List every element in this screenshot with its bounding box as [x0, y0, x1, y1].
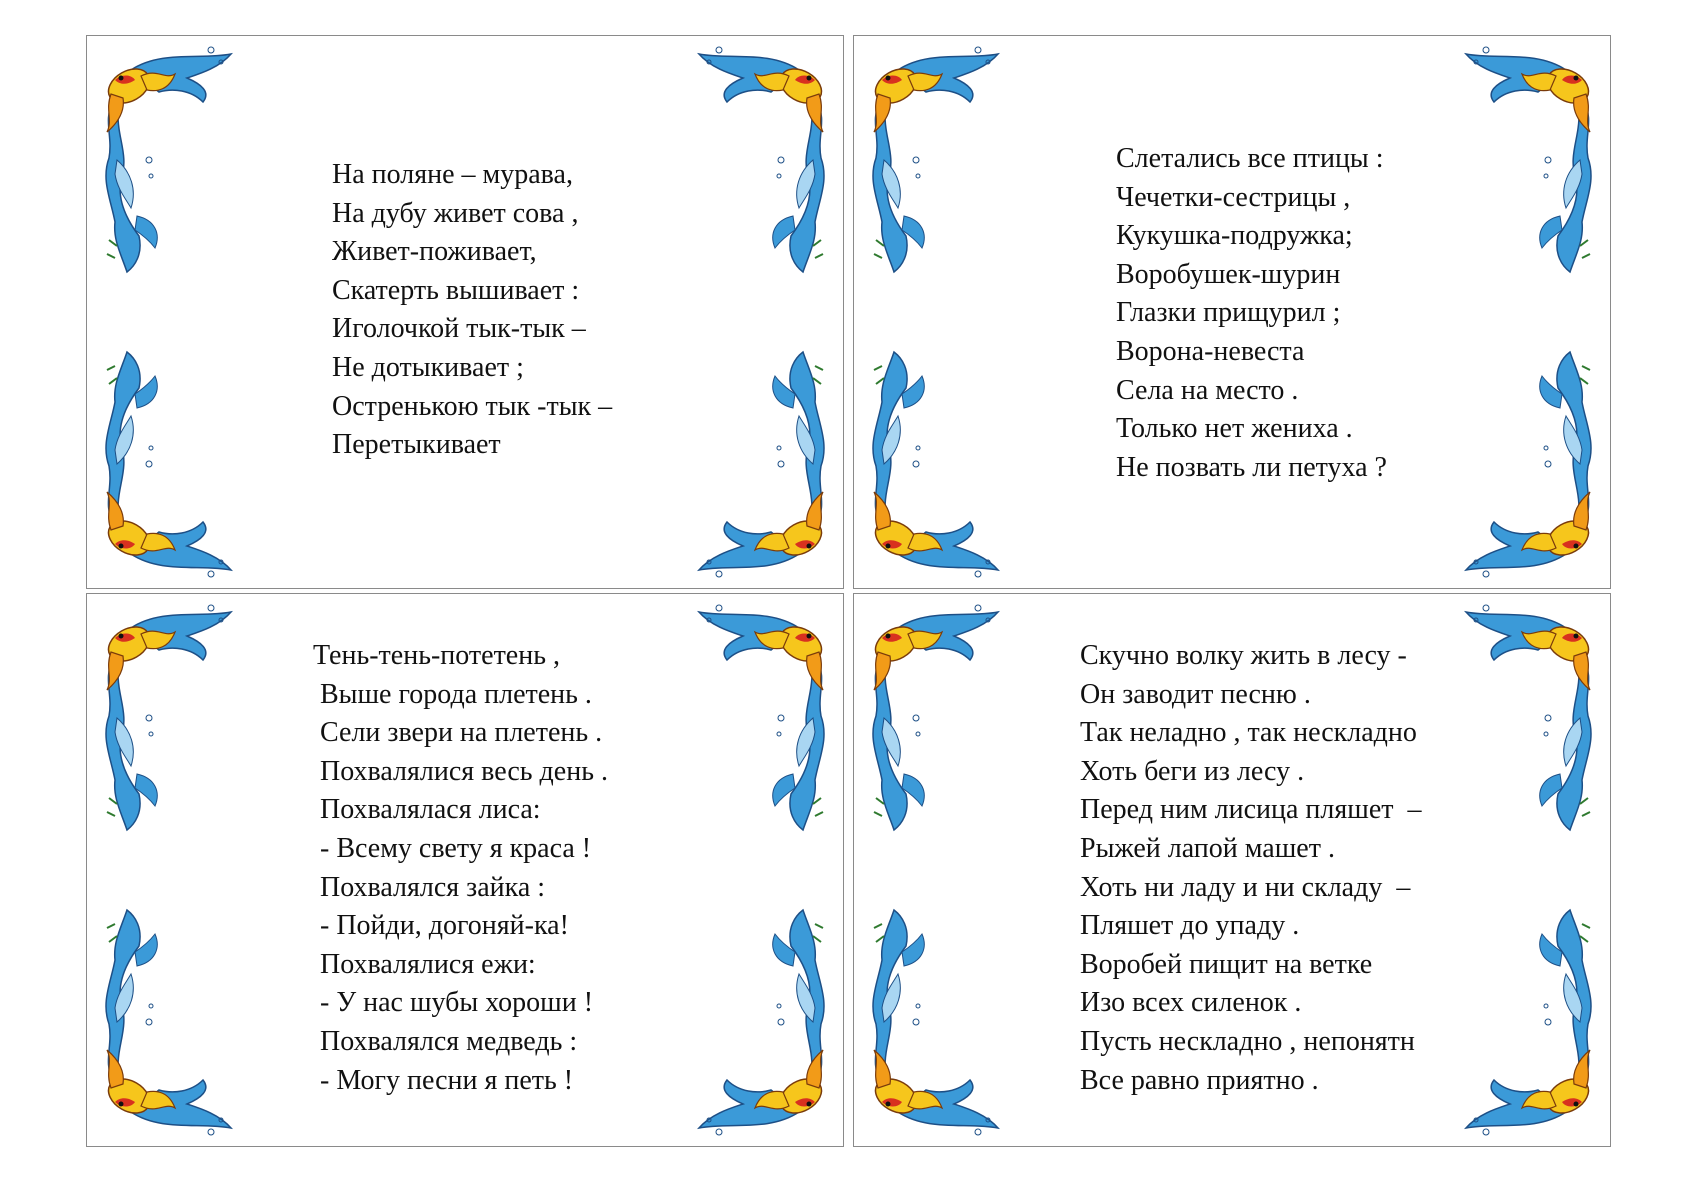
poem-line: Только нет жениха . [1116, 413, 1353, 445]
poem-line: Похвалялися ежи: [313, 948, 536, 980]
fish-and-wave-corner-icon [1454, 40, 1606, 275]
poem-line: Похвалялися весь день . [313, 755, 608, 787]
fish-and-wave-corner-icon [687, 40, 839, 275]
poem-line: Скучно волку жить в лесу - [1080, 640, 1407, 671]
poem-line: Пляшет до упаду . [1080, 910, 1300, 942]
poem-line: Живет-поживает, [332, 236, 537, 268]
poem-line: На дубу живет сова , [332, 197, 579, 229]
poem-text [313, 637, 608, 1100]
poem-line: Хоть ни ладу и ни складу – [1080, 871, 1411, 903]
poem-text [332, 156, 612, 465]
poem-line: Кукушка-подружка; [1116, 220, 1353, 252]
poem-line: Похвалялася лиса: [313, 794, 541, 826]
fish-and-wave-corner-icon [1454, 349, 1606, 584]
poem-line: Глазки прищурил ; [1116, 297, 1341, 329]
poem-line: Воробей пищит на ветке [1080, 948, 1373, 980]
poem-line: Похвалялся зайка : [313, 871, 546, 903]
poem-line: Не позвать ли петуха ? [1116, 451, 1387, 483]
poem-line: Хоть беги из лесу . [1080, 755, 1305, 787]
fish-and-wave-corner-icon [91, 907, 243, 1142]
fish-and-wave-corner-icon [1454, 907, 1606, 1142]
poem-line: Все равно приятно . [1080, 1064, 1319, 1096]
poem-line: Слетались все птицы : [1116, 143, 1384, 174]
fish-and-wave-corner-icon [91, 598, 243, 833]
poem-line: Села на место . [1116, 374, 1299, 406]
poem-line: На поляне – мурава, [332, 159, 573, 190]
fish-and-wave-corner-icon [91, 40, 243, 275]
poem-line: Ворона-невеста [1116, 335, 1305, 367]
poem-line: Тень-тень-потетень , [313, 640, 560, 671]
poem-line: Похвалялся медведь : [313, 1025, 578, 1057]
poem-card [853, 35, 1611, 589]
poem-line: Рыжей лапой машет . [1080, 832, 1335, 864]
poem-text [1116, 140, 1387, 487]
poem-line: Он заводит песню . [1080, 678, 1311, 710]
poem-line: Иголочкой тык-тык – [332, 313, 586, 345]
poem-card [86, 593, 844, 1147]
poem-line: - Пойди, догоняй-ка! [313, 910, 569, 942]
fish-and-wave-corner-icon [91, 349, 243, 584]
poem-line: Чечетки-сестрицы , [1116, 181, 1351, 213]
poem-card [853, 593, 1611, 1147]
fish-and-wave-corner-icon [1454, 598, 1606, 833]
poem-line: Скатерть вышивает : [332, 274, 580, 306]
poem-line: Изо всех силенок . [1080, 987, 1302, 1019]
fish-and-wave-corner-icon [687, 907, 839, 1142]
poem-line: - У нас шубы хороши ! [313, 987, 594, 1019]
poem-line: Сели звери на плетень . [313, 717, 603, 749]
fish-and-wave-corner-icon [687, 598, 839, 833]
poem-line: Выше города плетень . [313, 678, 592, 710]
poem-line: Воробушек-шурин [1116, 258, 1341, 290]
poem-line: Пусть нескладно , непонятн [1080, 1025, 1415, 1057]
fish-and-wave-corner-icon [858, 40, 1010, 275]
poem-line: Не дотыкивает ; [332, 351, 524, 383]
poem-line: Так неладно , так нескладно [1080, 717, 1417, 749]
poem-card [86, 35, 844, 589]
poem-line: Остренькою тык -тык – [332, 390, 613, 422]
fish-and-wave-corner-icon [858, 598, 1010, 833]
poem-text [1080, 637, 1421, 1100]
poem-line: Перед ним лисица пляшет – [1080, 794, 1422, 826]
poem-line: Перетыкивает [332, 429, 501, 461]
poem-line: - Могу песни я петь ! [313, 1064, 574, 1096]
fish-and-wave-corner-icon [858, 349, 1010, 584]
poem-line: - Всему свету я краса ! [313, 832, 592, 864]
fish-and-wave-corner-icon [858, 907, 1010, 1142]
fish-and-wave-corner-icon [687, 349, 839, 584]
